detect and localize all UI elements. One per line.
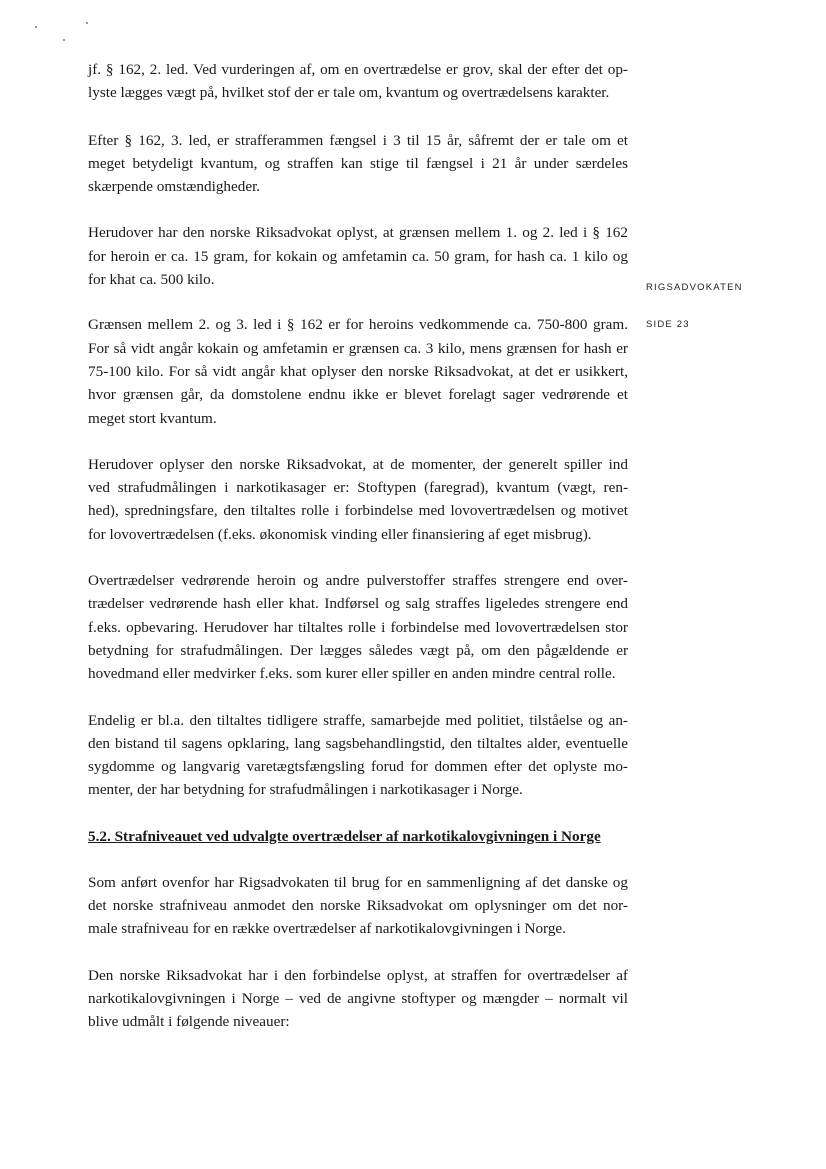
paragraph xyxy=(88,569,628,685)
text-line: Endelig er bl.a. den tiltaltes tidligere straffe, samarbejde med politiet, tilståelse og an- xyxy=(88,711,628,729)
text-line: jf. § 162, 2. led. Ved vurderingen af, om en overtrædelse er grov, skal der efter det op- xyxy=(88,61,628,78)
text-line: blive udmålt i følgende niveauer: xyxy=(88,1013,290,1031)
text-line: for heroin er ca. 15 gram, for kokain og amfetamin ca. 50 gram, for hash ca. 1 kilo og xyxy=(88,247,628,265)
text-line: betydning for strafudmålingen. Der lægges således vægt på, om den pågældende er xyxy=(88,641,628,659)
text-line: meget stort kvantum. xyxy=(88,409,217,427)
text-line: Efter § 162, 3. led, er strafferammen fængsel i 3 til 15 år, såfremt der er tale om et xyxy=(88,131,628,149)
text-line: menter, der har betydning for strafudmålingen i narkotikasager i Norge. xyxy=(88,781,523,799)
sidebar-org-name: RIGSADVOKATEN xyxy=(646,282,743,293)
text-line: trædelser vedrørende hash eller khat. Indførsel og salg straffes ligeledes strengere end xyxy=(88,595,628,613)
paragraph xyxy=(88,58,628,105)
text-line: Grænsen mellem 2. og 3. led i § 162 er for heroins vedkommende ca. 750-800 gram. xyxy=(88,316,628,334)
text-line: For så vidt angår kokain og amfetamin er grænsen ca. 3 kilo, mens grænsen for hash er xyxy=(88,339,628,357)
paragraph xyxy=(88,709,628,802)
text-line: narkotikalovgivningen i Norge – ved de angivne stoftyper og mængder – normalt vil xyxy=(88,989,628,1007)
paragraph xyxy=(88,221,628,291)
text-line: for khat ca. 500 kilo. xyxy=(88,271,215,289)
body-text xyxy=(88,58,628,1034)
text-line: 75-100 kilo. For så vidt angår khat oplyser den norske Riksadvokat, at det er usikkert, xyxy=(88,362,628,380)
paragraph xyxy=(88,129,628,199)
scan-speck xyxy=(35,26,37,28)
text-line: Herudover oplyser den norske Riksadvokat, at de momenter, der generelt spiller ind xyxy=(88,455,628,473)
paragraph xyxy=(88,313,628,429)
text-line: skærpende omstændigheder. xyxy=(88,178,261,196)
text-line: Den norske Riksadvokat har i den forbindelse oplyst, at straffen for overtrædelser af xyxy=(88,966,628,984)
paragraph xyxy=(88,871,628,941)
text-line: meget betydeligt kvantum, og straffen kan stige til fængsel i 21 år under særdeles xyxy=(88,154,628,172)
text-line: male strafniveau for en række overtrædelser af narkotikalovgivningen i Norge. xyxy=(88,920,566,938)
text-line: Herudover har den norske Riksadvokat oplyst, at grænsen mellem 1. og 2. led i § 162 xyxy=(88,224,628,242)
text-line: hed), spredningsfare, den tiltaltes rolle i forbindelse med lovovertrædelsen og motivet xyxy=(88,502,628,520)
paragraph xyxy=(88,453,628,546)
text-line: hovedmand eller medvirker f.eks. som kurer eller spiller en anden mindre central rolle. xyxy=(88,665,616,683)
text-line: Overtrædelser vedrørende heroin og andre pulverstoffer straffes strengere end over- xyxy=(88,572,628,590)
scan-speck xyxy=(63,39,65,41)
text-line: ved strafudmålingen i narkotikasager er: Stoftypen (faregrad), kvantum (vægt, ren- xyxy=(88,479,628,497)
text-line: Som anført ovenfor har Rigsadvokaten til brug for en sammenligning af det danske og xyxy=(88,873,628,891)
text-line: lyste lægges vægt på, hvilket stof der er tale om, kvantum og overtrædelsens karakter. xyxy=(88,84,610,102)
text-line: den bistand til sagens opklaring, lang sagsbehandlingstid, den tiltaltes alder, eventuelle xyxy=(88,734,628,752)
text-line: for lovovertrædelsen (f.eks. økonomisk vinding eller finansiering af eget misbrug). xyxy=(88,525,592,543)
scan-speck xyxy=(86,22,88,24)
text-line: f.eks. opbevaring. Herudover har tiltaltes rolle i forbindelse med lovovertrædelsen stor xyxy=(88,618,628,636)
sidebar-page-number: SIDE 23 xyxy=(646,319,690,330)
text-line: sygdomme og langvarig varetægtsfængsling forud for dommen efter det oplyste mo- xyxy=(88,758,628,776)
paragraph xyxy=(88,964,628,1034)
text-line: hvor grænsen går, da domstolene endnu ikke er blevet forelagt sager vedrørende et xyxy=(88,386,628,404)
section-heading: 5.2. Strafniveauet ved udvalgte overtrædelser af narkotikalovgivningen i Norge xyxy=(88,827,601,845)
text-line: det norske strafniveau anmodet den norske Riksadvokat om oplysninger om det nor- xyxy=(88,897,628,915)
